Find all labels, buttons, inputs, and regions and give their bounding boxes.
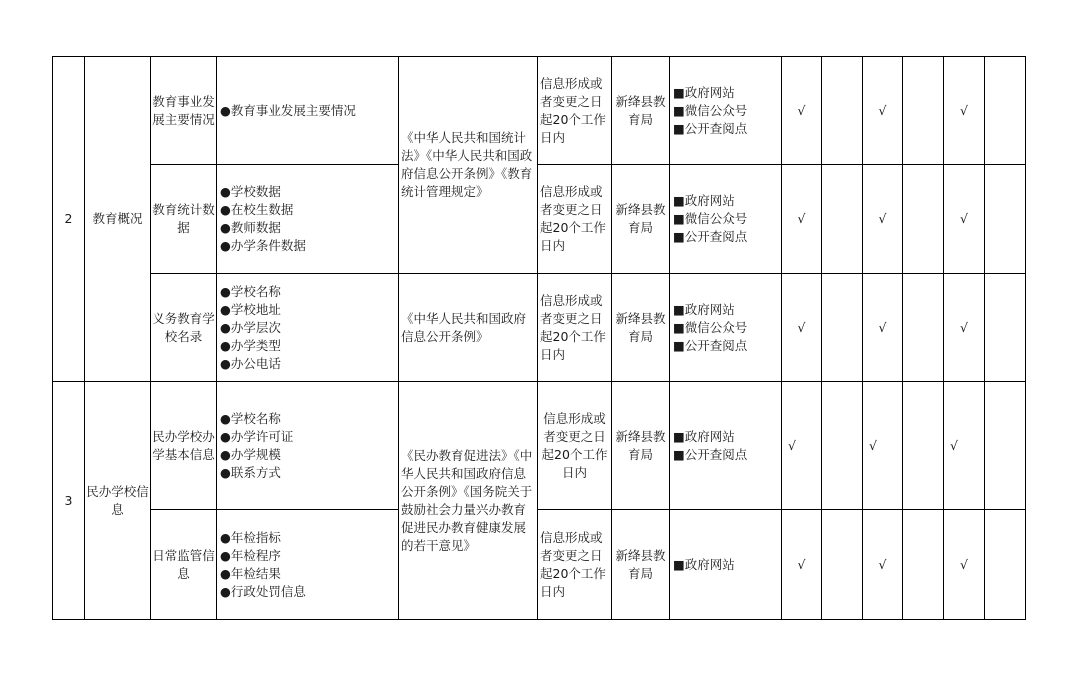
channel-item: ■政府网站: [673, 84, 735, 100]
checkmark-cell: √: [863, 165, 903, 274]
channel-item: ■政府网站: [673, 301, 735, 317]
channel-item: ■微信公众号: [673, 211, 748, 226]
checkmark-cell: √: [944, 57, 985, 165]
content-line: ●年检结果: [220, 565, 281, 581]
content-line: ●年检程序: [220, 547, 281, 563]
content-line: ●在校生数据: [220, 202, 294, 217]
checkmark-cell: [903, 510, 944, 620]
checkmark-cell: [985, 165, 1026, 274]
channel-item: ■政府网站: [673, 428, 735, 444]
subject-cell: 新绛县教育局: [612, 165, 670, 274]
checkmark-cell: [822, 510, 863, 620]
row-number: 2: [53, 57, 85, 382]
content-line: ●教师数据: [220, 220, 281, 235]
subject-cell: 新绛县教育局: [612, 382, 670, 510]
table-row: [53, 274, 1026, 382]
basis-cell: 《中华人民共和国政府信息公开条例》: [399, 274, 538, 382]
channels-cell: [670, 382, 782, 510]
checkmark-cell: [903, 165, 944, 274]
content-line: ●联系方式: [220, 464, 281, 480]
item-name: 教育事业发展主要情况: [151, 57, 217, 165]
content-line: ●行政处罚信息: [220, 583, 306, 599]
content-cell: [217, 57, 399, 165]
category-cell: 民办学校信息: [85, 382, 151, 620]
item-name: 教育统计数据: [151, 165, 217, 274]
channels-cell: [670, 510, 782, 620]
content-line: ●办学许可证: [220, 428, 294, 444]
checkmark-cell: √: [863, 510, 903, 620]
time-limit-cell: 信息形成或者变更之日起20个工作日内: [538, 510, 612, 620]
checkmark-cell: √: [944, 165, 985, 274]
item-name: 民办学校办学基本信息: [151, 382, 217, 510]
checkmark-cell: √: [863, 382, 903, 510]
table-row: [53, 165, 1026, 274]
item-name: 义务教育学校名录: [151, 274, 217, 382]
disclosure-table: [52, 56, 1026, 620]
checkmark-cell: √: [782, 510, 822, 620]
checkmark-cell: [985, 382, 1026, 510]
channel-item: ■公开查阅点: [673, 120, 748, 136]
content-line: ●办学类型: [220, 337, 281, 353]
checkmark-cell: [822, 382, 863, 510]
checkmark-cell: √: [944, 274, 985, 382]
channel-item: ■政府网站: [673, 193, 735, 208]
checkmark-cell: √: [863, 274, 903, 382]
channel-item: ■微信公众号: [673, 319, 748, 335]
content-cell: [217, 165, 399, 274]
subject-cell: 新绛县教育局: [612, 57, 670, 165]
table-row: [53, 510, 1026, 620]
time-limit-cell: 信息形成或者变更之日起20个工作日内: [538, 57, 612, 165]
checkmark-cell: √: [782, 57, 822, 165]
checkmark-cell: √: [782, 274, 822, 382]
channels-cell: [670, 165, 782, 274]
channel-item: ■微信公众号: [673, 102, 748, 118]
checkmark-cell: √: [782, 382, 822, 510]
channels-cell: [670, 57, 782, 165]
checkmark-cell: [985, 510, 1026, 620]
subject-cell: 新绛县教育局: [612, 274, 670, 382]
checkmark-cell: [822, 165, 863, 274]
content-line: ●学校地址: [220, 301, 281, 317]
row-number: 3: [53, 382, 85, 620]
checkmark-cell: [903, 382, 944, 510]
time-limit-cell: 信息形成或者变更之日起20个工作日内: [538, 274, 612, 382]
time-limit-cell: 信息形成或者变更之日起20个工作日内: [538, 382, 612, 510]
checkmark-cell: [985, 274, 1026, 382]
content-line: ●学校数据: [220, 184, 281, 199]
content-cell: [217, 510, 399, 620]
basis-cell: 《中华人民共和国统计法》《中华人民共和国政府信息公开条例》《教育统计管理规定》: [399, 57, 538, 274]
content-line: ●办学规模: [220, 446, 281, 462]
content-cell: [217, 382, 399, 510]
checkmark-cell: [903, 274, 944, 382]
channels-cell: [670, 274, 782, 382]
table-row: [53, 382, 1026, 510]
checkmark-cell: √: [944, 510, 985, 620]
content-line: ●教育事业发展主要情况: [220, 102, 356, 118]
checkmark-cell: [822, 274, 863, 382]
content-line: ●学校名称: [220, 283, 281, 299]
content-line: ●学校名称: [220, 410, 281, 426]
checkmark-cell: [985, 57, 1026, 165]
content-line: ●办学条件数据: [220, 238, 306, 253]
channel-item: ■公开查阅点: [673, 229, 748, 244]
channel-item: ■公开查阅点: [673, 337, 748, 353]
content-cell: [217, 274, 399, 382]
checkmark-cell: [903, 57, 944, 165]
checkmark-cell: √: [782, 165, 822, 274]
checkmark-cell: √: [944, 382, 985, 510]
content-line: ●年检指标: [220, 529, 281, 545]
checkmark-cell: √: [863, 57, 903, 165]
content-line: ●办学层次: [220, 319, 281, 335]
table-row: [53, 57, 1026, 165]
item-name: 日常监管信息: [151, 510, 217, 620]
time-limit-cell: 信息形成或者变更之日起20个工作日内: [538, 165, 612, 274]
category-cell: 教育概况: [85, 57, 151, 382]
basis-cell: 《民办教育促进法》《中华人民共和国政府信息公开条例》《国务院关于鼓励社会力量兴办教育 促进民办教育健康发展的若干意见》: [399, 382, 538, 620]
channel-item: ■政府网站: [673, 556, 735, 572]
checkmark-cell: [822, 57, 863, 165]
subject-cell: 新绛县教育局: [612, 510, 670, 620]
content-line: ●办公电话: [220, 355, 281, 371]
channel-item: ■公开查阅点: [673, 446, 748, 462]
